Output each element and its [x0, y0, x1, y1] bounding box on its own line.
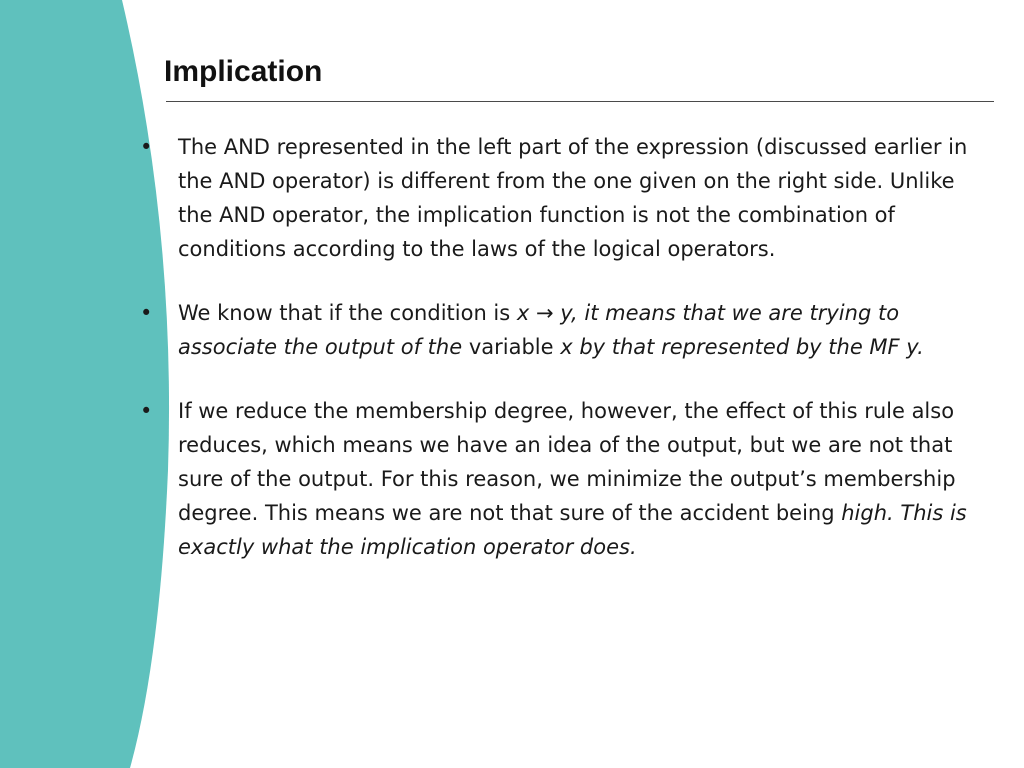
bullet-text: The AND represented in the left part of the expression (discussed earlier in the AND operator) is different from the one given on the right side. Unlike the AND operator, the implication function is not the combination of conditions according to the laws of the logical operators. [178, 135, 968, 261]
bullet-text-segment: variable [462, 335, 561, 359]
slide-title: Implication [164, 55, 323, 88]
bullet-text-italic-segment: high. This is exactly what the implication operator does. [178, 501, 967, 559]
bullet-item-2 [140, 296, 992, 364]
bullet-text-italic-segment: x by that represented by the MF y. [560, 335, 924, 359]
bullet-dot-icon: • [140, 399, 153, 423]
bullet-text-segment: If we reduce the membership degree, however, the effect of this rule also reduces, which means we have an idea of the output, but we are not that sure of the output. For this reason, we minimize the output’s membership degree. This means we are not that sure of the accident being [178, 399, 956, 525]
bullet-dot-icon: • [140, 301, 153, 325]
title-divider [166, 101, 994, 102]
bullet-text-italic-segment: x → y, it means that we are trying to associate the output of the [178, 301, 900, 359]
bullet-item-3 [140, 394, 992, 564]
bullet-item-1 [140, 130, 992, 266]
bullet-list [140, 130, 992, 594]
bullet-dot-icon: • [140, 135, 153, 159]
bullet-text-segment: We know that if the condition is [178, 301, 517, 325]
